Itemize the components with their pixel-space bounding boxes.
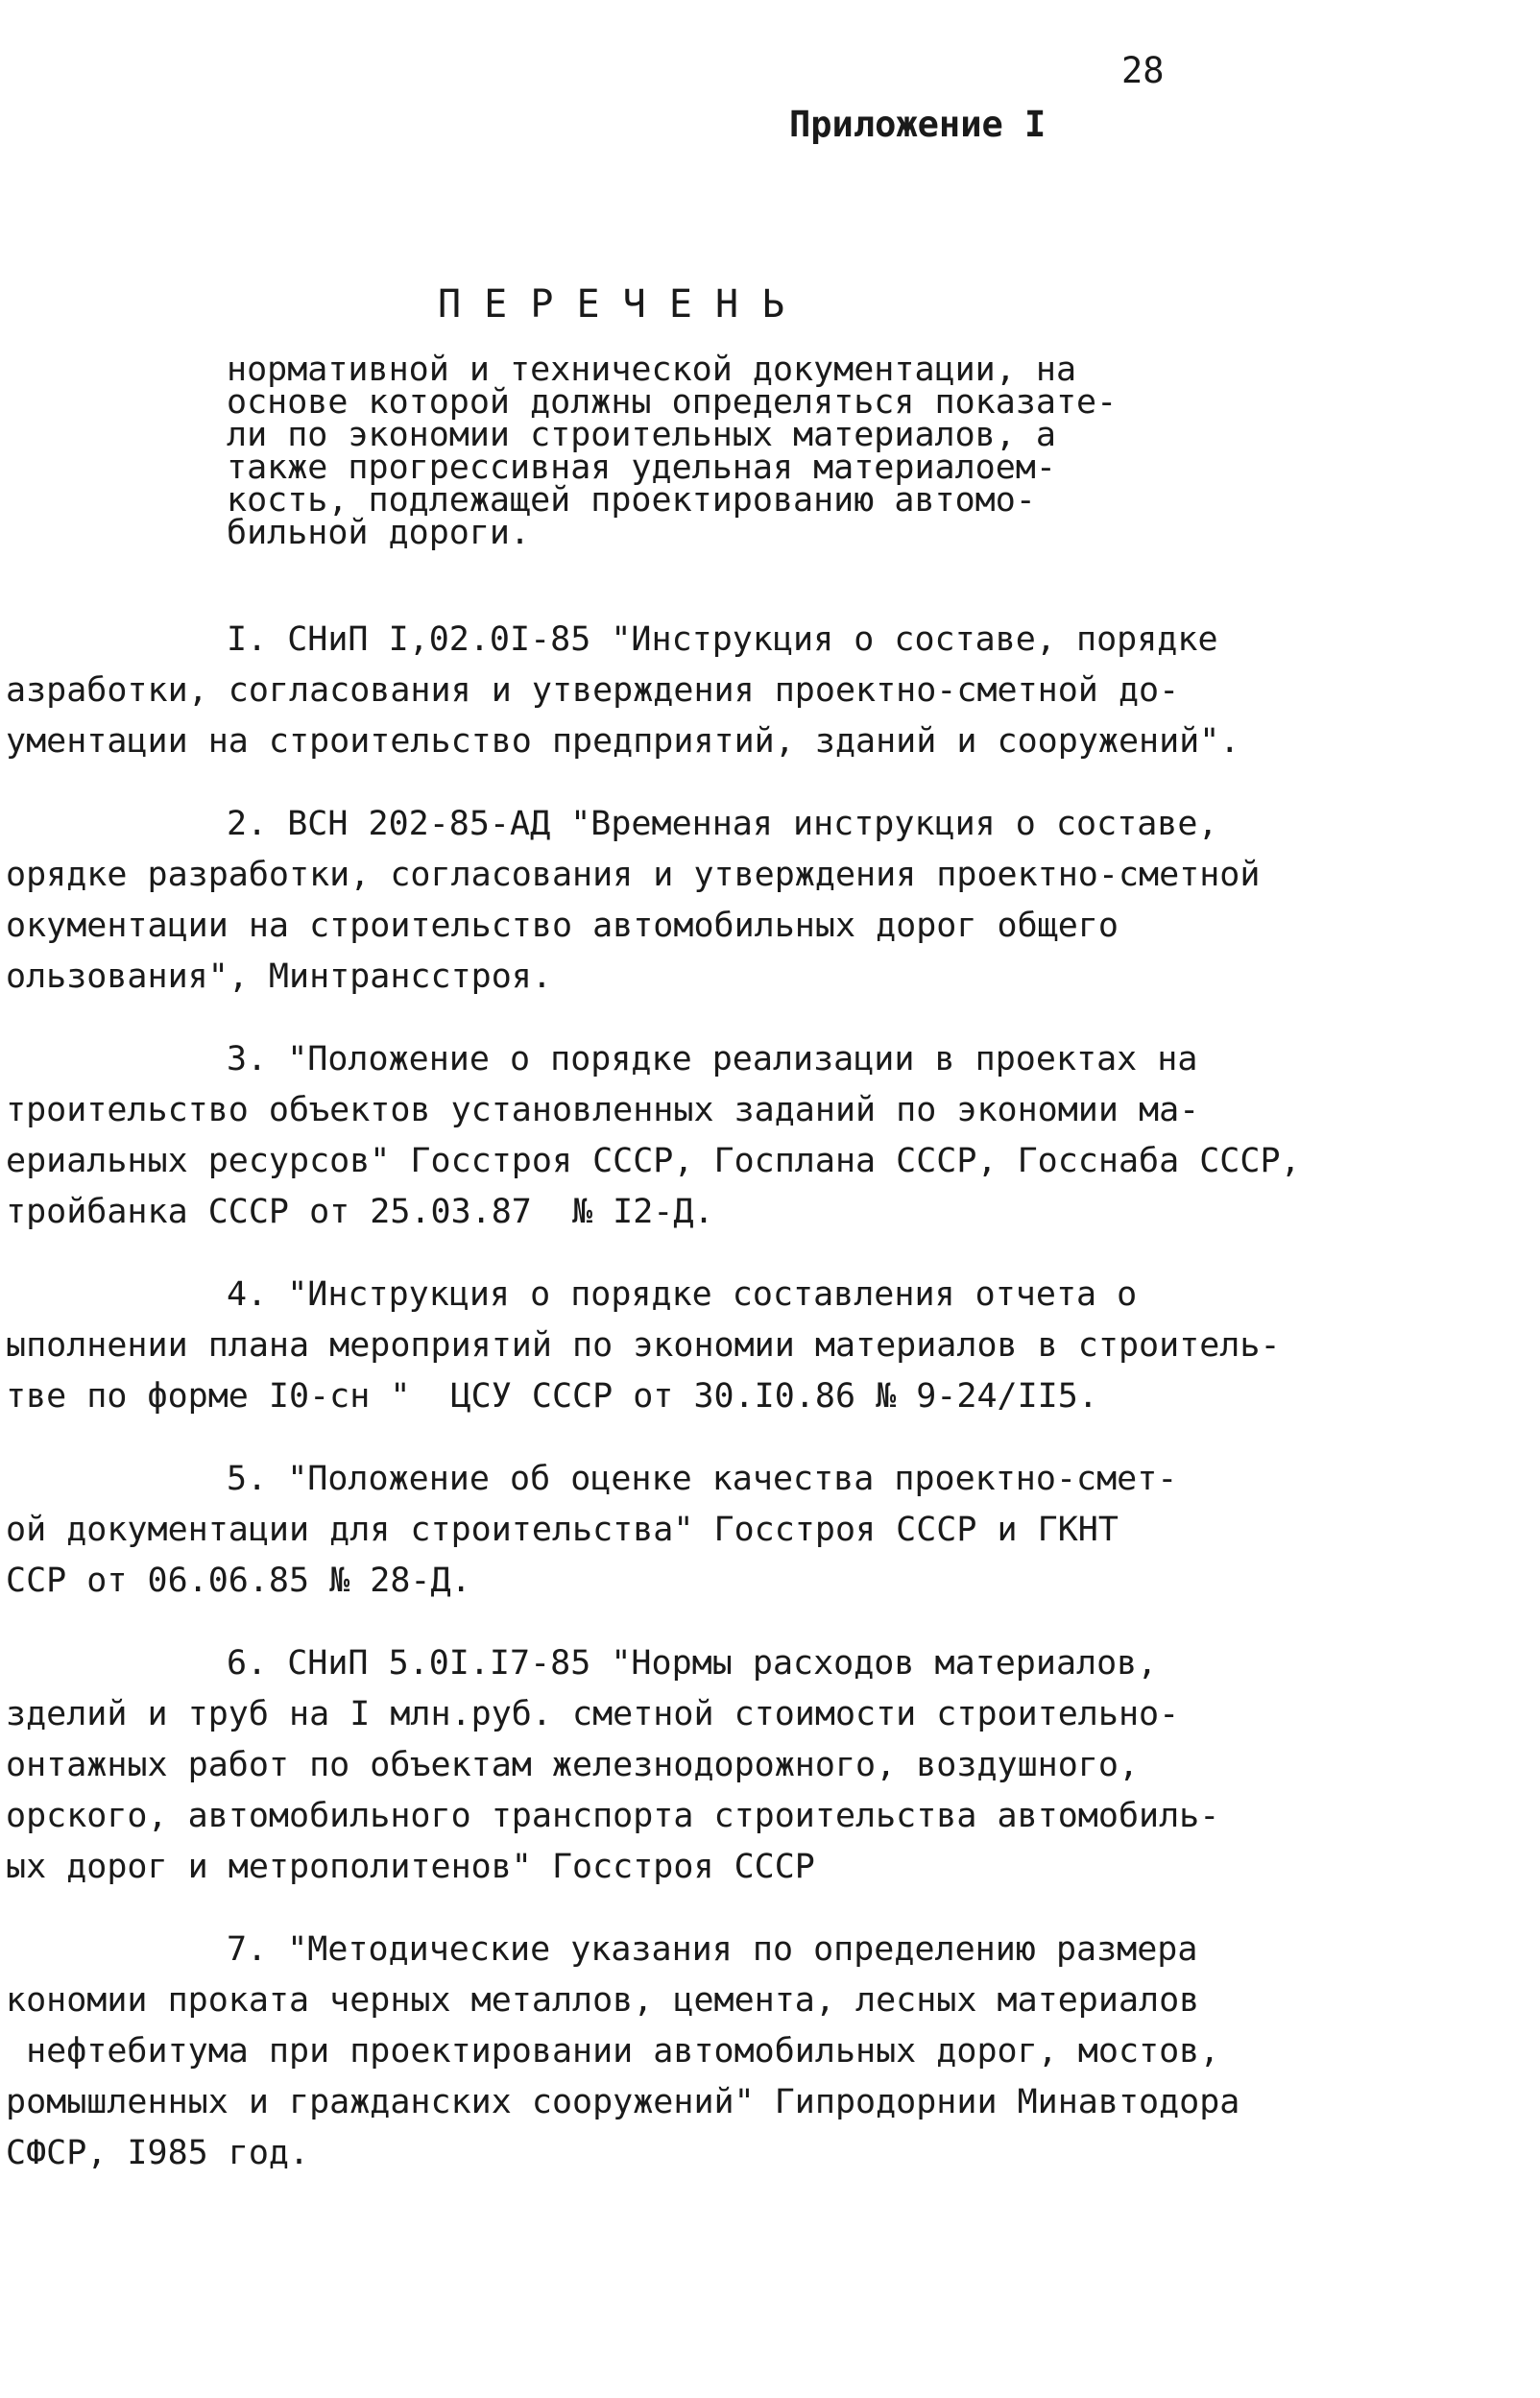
subtitle-line: также прогрессивная удельная материалоем- <box>227 448 1056 487</box>
item-line: троительство объектов установленных заданий по экономии ма- <box>6 1091 1200 1129</box>
item-line: 2. ВСН 202-85-АД "Временная инструкция о составе, <box>227 805 1218 843</box>
list-item-3 <box>0 1034 1540 1238</box>
item-line: онтажных работ по объектам железнодорожного, воздушного, <box>6 1746 1140 1784</box>
item-line: ССР от 06.06.85 № 28-Д. <box>6 1562 471 1600</box>
document-title: П Е Р Е Ч Е Н Ь <box>438 282 785 327</box>
document-subtitle <box>227 351 1187 552</box>
subtitle-line: кость, подлежащей проектированию автомо- <box>227 481 1036 520</box>
page-number: 28 <box>1121 50 1165 91</box>
item-line: кономии проката черных металлов, цемента, лесных материалов <box>6 1981 1200 2020</box>
item-line: орядке разработки, согласования и утверждения проектно-сметной <box>6 856 1261 894</box>
item-line: тве по форме I0-сн " ЦСУ СССР от 30.I0.86 № 9-24/II5. <box>6 1377 1098 1416</box>
subtitle-line: основе которой должны определяться показате- <box>227 383 1118 422</box>
item-line: зделий и труб на I млн.руб. сметной стоимости строительно- <box>6 1695 1180 1733</box>
list-item-7 <box>0 1925 1540 2179</box>
item-line: 4. "Инструкция о порядке составления отчета о <box>227 1275 1138 1314</box>
document-list <box>0 615 1540 2211</box>
list-item-1 <box>0 615 1540 767</box>
item-line: ументации на строительство предприятий, зданий и сооружений". <box>6 722 1240 761</box>
list-item-2 <box>0 799 1540 1003</box>
item-line: ользования", Минтрансстроя. <box>6 957 552 996</box>
list-item-4 <box>0 1270 1540 1422</box>
item-line: окументации на строительство автомобильных дорог общего <box>6 907 1119 945</box>
item-line: 6. СНиП 5.0I.I7-85 "Нормы расходов материалов, <box>227 1644 1158 1683</box>
item-line: 3. "Положение о порядке реализации в проектах на <box>227 1040 1198 1078</box>
item-line: ой документации для строительства" Госстроя СССР и ГКНТ <box>6 1511 1119 1549</box>
item-line: ромышленных и гражданских сооружений" Гипродорнии Минавтодора <box>6 2083 1240 2121</box>
item-line: I. СНиП I,02.0I-85 "Инструкция о составе, порядке <box>227 620 1218 659</box>
list-item-6 <box>0 1638 1540 1893</box>
appendix-label: Приложение I <box>789 104 1047 145</box>
subtitle-line: бильной дороги. <box>227 514 531 552</box>
item-line: ериальных ресурсов" Госстроя СССР, Госплана СССР, Госснаба СССР, <box>6 1142 1301 1180</box>
item-line: азработки, согласования и утверждения проектно-сметной до- <box>6 671 1180 710</box>
item-line: СФСР, I985 год. <box>6 2134 310 2172</box>
item-line: орского, автомобильного транспорта строительства автомобиль- <box>6 1797 1220 1835</box>
item-line: 7. "Методические указания по определению размера <box>227 1930 1198 1969</box>
item-line: 5. "Положение об оценке качества проектно-смет- <box>227 1460 1178 1498</box>
item-line: нефтебитума при проектировании автомобильных дорог, мостов, <box>6 2032 1220 2071</box>
list-item-5 <box>0 1454 1540 1607</box>
subtitle-line: нормативной и технической документации, на <box>227 351 1077 389</box>
subtitle-line: ли по экономии строительных материалов, а <box>227 416 1056 454</box>
item-line: ых дорог и метрополитенов" Госстроя СССР <box>6 1848 815 1886</box>
item-line: ыполнении плана мероприятий по экономии материалов в строитель- <box>6 1326 1281 1365</box>
item-line: тройбанка СССР от 25.03.87 № I2-Д. <box>6 1193 714 1231</box>
